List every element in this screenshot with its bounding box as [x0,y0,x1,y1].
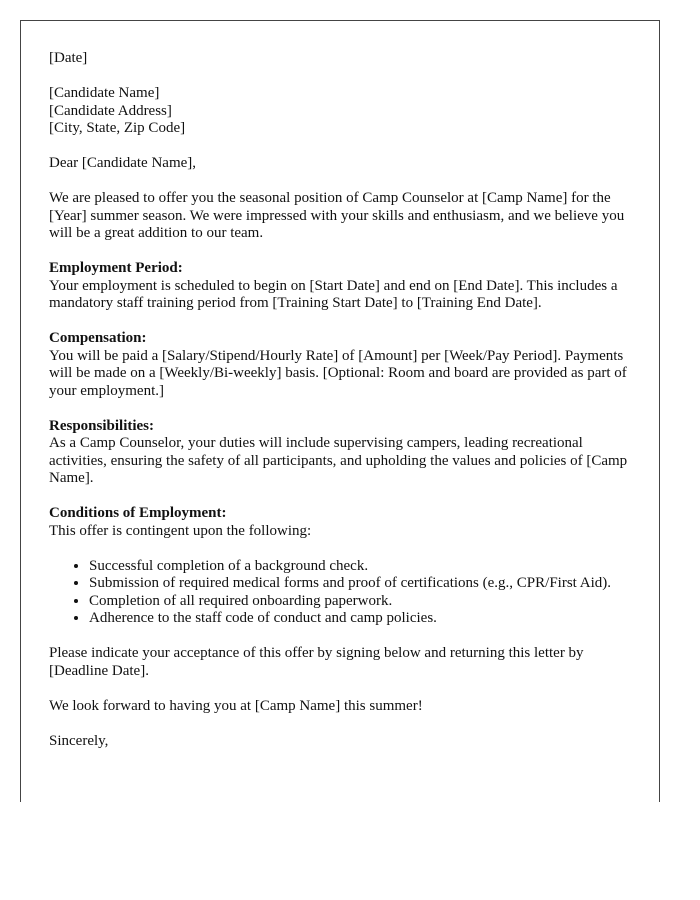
section-heading: Employment Period: [49,260,183,276]
section-body: This offer is contingent upon the following: [49,522,312,539]
list-item: • Adherence to the staff code of conduct and camp policies. [89,610,628,628]
section-heading: Compensation: [49,330,147,346]
closing-line: We look forward to having you at [Camp Name] this summer! [49,697,423,714]
section-body: Your employment is scheduled to begin on [Start Date] and end on [End Date]. This includes a mandatory staff training period from [Training Start Date] to [Training End Date]. [49,277,618,311]
recipient-name: [Candidate Name] [49,85,160,101]
list-item: • Submission of required medical forms and proof of certifications (e.g., CPR/First Aid). [89,575,628,593]
recipient-address: [Candidate Address] [49,102,172,119]
section-conditions [49,505,628,540]
section-responsibilities [49,418,628,488]
section-heading: Conditions of Employment: [49,505,227,521]
list-item: • Completion of all required onboarding paperwork. [89,593,628,611]
letter-date: [Date] [49,50,88,66]
letter-page [20,20,660,802]
acceptance-paragraph: Please indicate your acceptance of this offer by signing below and returning this letter by [Deadline Date]. [49,645,584,679]
recipient-city: [City, State, Zip Code] [49,120,186,136]
salutation: Dear [Candidate Name], [49,155,197,171]
section-compensation [49,330,628,400]
signoff: Sincerely, [49,732,109,749]
section-body: You will be paid a [Salary/Stipend/Hourly Rate] of [Amount] per [Week/Pay Period]. Payments will be made on a [Weekly/Bi-weekly] basis. [Optional: Room and board are provided as part of your employment.] [49,347,627,399]
section-body: As a Camp Counselor, your duties will include supervising campers, leading recreational activities, ensuring the safety of all participants, and upholding the values and policies of [Camp Name]. [49,435,628,486]
recipient-block [49,85,628,138]
intro-paragraph: We are pleased to offer you the seasonal position of Camp Counselor at [Camp Name] for the [Year] summer season. We were impressed with your skills and enthusiasm, and we believe you will be a great addition to our team. [49,190,625,241]
list-item: • Successful completion of a background check. [89,558,628,576]
conditions-list [49,558,628,628]
section-heading: Responsibilities: [49,417,155,434]
section-employment-period [49,260,628,313]
